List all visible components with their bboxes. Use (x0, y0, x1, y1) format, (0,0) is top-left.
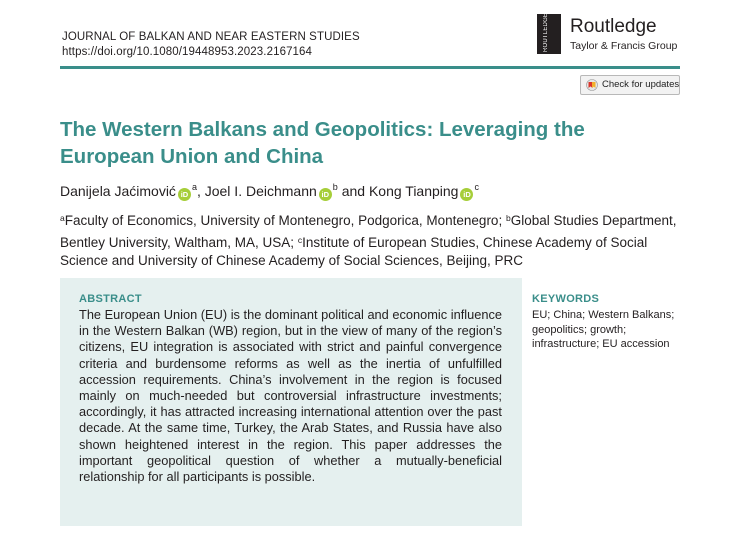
author-name[interactable]: Kong Tianping (368, 183, 459, 199)
publisher-name: Routledge (570, 16, 657, 37)
header-divider (60, 66, 680, 69)
abstract-heading: ABSTRACT (79, 293, 142, 305)
affiliations (60, 209, 685, 271)
affiliation-marker: a (191, 182, 197, 192)
publisher-group: Taylor & Francis Group (570, 40, 678, 52)
routledge-logo-icon (537, 14, 561, 54)
journal-name: JOURNAL OF BALKAN AND NEAR EASTERN STUDIES (62, 31, 360, 43)
doi-link[interactable]: https://doi.org/10.1080/19448953.2023.2167164 (62, 46, 313, 58)
orcid-icon[interactable]: iD (178, 188, 191, 201)
author-list (60, 177, 479, 201)
author-name[interactable]: Joel I. Deichmann (204, 183, 317, 199)
affiliation-marker: c (474, 182, 479, 192)
affiliation-marker: b (332, 182, 338, 192)
orcid-icon[interactable]: iD (319, 188, 332, 201)
affiliation-text: Faculty of Economics, University of Montenegro, Podgorica, Montenegro; (64, 213, 506, 228)
article-title: The Western Balkans and Geopolitics: Leveraging the European Union and China (60, 118, 585, 168)
affiliation-text: Institute of European Studies, Chinese Academy of Social Science and University of Chinese Academy of Social Sciences, Beijing, PRC (60, 234, 648, 268)
crossmark-icon (586, 79, 598, 91)
affiliation-text: Global Studies Department, Bentley University, Waltham, MA, USA; (60, 213, 677, 250)
check-for-updates-label: Check for updates (602, 79, 680, 90)
affiliation-marker: c (297, 234, 303, 245)
affiliation-marker: a (60, 213, 65, 223)
journal-header (62, 30, 360, 60)
author-separator: and (337, 183, 369, 199)
author-name[interactable]: Danijela Jaćimović (60, 183, 176, 199)
abstract-text: The European Union (EU) is the dominant political and economic influence in the Western Balkan (WB) region, but in the view of many of the region’s citizens, EU integration is associated with strict and painful convergence criteria and burdensome reforms as well as the inertia of unfulfilled accession requirements. China’s involvement in the region is focused mainly on much-needed but controversial infrastructure investments; accordingly, it has attracted increasing international attention over the past decade. At the same time, Turkey, the Arab States, and Russia have also shown heightened interest in the region. This paper addresses the important geopolitical question of whether a mutually-beneficial relationship for all participants is possible. (79, 307, 502, 485)
routledge-logo-text: ROUTLEDGE (543, 12, 549, 52)
author-separator: , (196, 183, 205, 199)
keywords-heading: KEYWORDS (532, 293, 600, 305)
abstract-panel (60, 278, 522, 526)
orcid-icon[interactable]: iD (460, 188, 473, 201)
keywords-text: EU; China; Western Balkans; geopolitics; growth; infrastructure; EU accession (532, 309, 675, 350)
check-for-updates-button[interactable] (580, 75, 680, 95)
publisher-logo (537, 14, 697, 58)
affiliation-marker: b (505, 213, 511, 223)
